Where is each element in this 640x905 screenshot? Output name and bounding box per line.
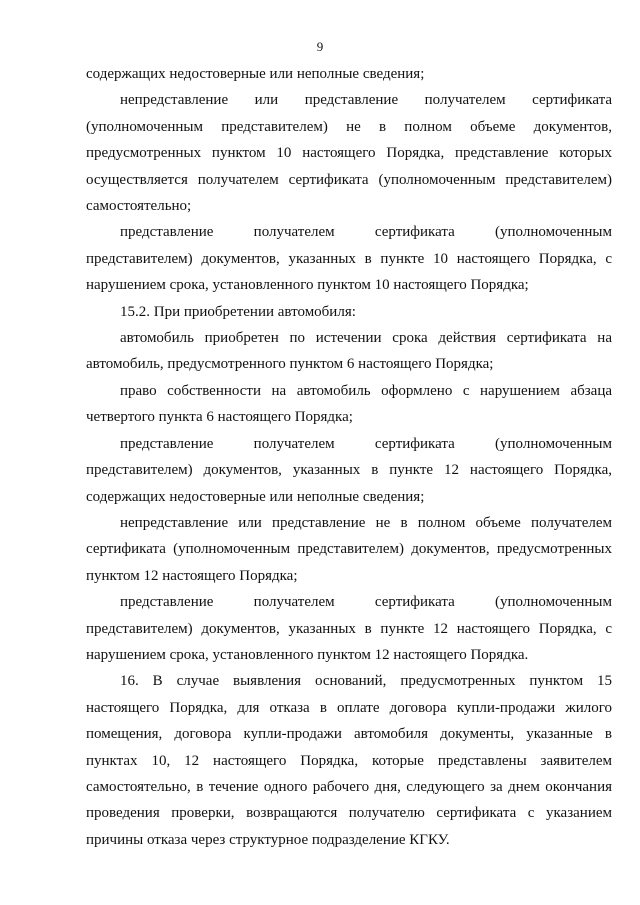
paragraph: представление получателем сертификата (уполномоченным представителем) документов, указанных в пункте 10 настоящего Порядка, с нарушением срока, установленного пунктом 10 настоящего Порядка;: [86, 224, 612, 294]
paragraph: представление получателем сертификата (уполномоченным представителем) документов, указанных в пункте 12 настоящего Порядка, с нарушением срока, установленного пунктом 12 настоящего Порядка.: [86, 594, 612, 663]
paragraph-continuation: содержащих недостоверные или неполные сведения;: [86, 66, 425, 82]
paragraph-16: 16. В случае выявления оснований, предусмотренных пунктом 15 настоящего Порядка, для отказа в оплате договора купли-продажи жилого помещения, договора купли-продажи автомобиля документы, указанные в пунктах 10, 12 настоящего Порядка, которые представлены заявителем самостоятельно, в течение одного рабочего дня, следующего за днем окончания проведения проверки, возвращаются получателю сертификата с указанием причины отказа через структурное подразделение КГКУ.: [86, 673, 612, 848]
section-heading-15-2: 15.2. При приобретении автомобиля:: [120, 303, 356, 320]
paragraph: непредставление или представление получателем сертификата (уполномоченным представителем) не в полном объеме документов, предусмотренных пунктом 10 настоящего Порядка, представление которых осуществляется получателем сертификата (уполномоченным представителем) самостоятельно;: [86, 92, 612, 215]
paragraph: право собственности на автомобиль оформлено с нарушением абзаца четвертого пункта 6 настоящего Порядка;: [86, 382, 612, 426]
paragraph: автомобиль приобретен по истечении срока действия сертификата на автомобиль, предусмотренного пунктом 6 настоящего Порядка;: [86, 330, 612, 373]
paragraph: непредставление или представление не в полном объеме получателем сертификата (уполномоченным представителем) документов, предусмотренных пунктом 12 настоящего Порядка;: [86, 514, 612, 584]
paragraph: представление получателем сертификата (уполномоченным представителем) документов, указанных в пункте 12 настоящего Порядка, содержащих недостоверные или неполные сведения;: [86, 435, 612, 505]
page-number: 9: [316, 39, 324, 54]
document-body: [86, 61, 612, 853]
